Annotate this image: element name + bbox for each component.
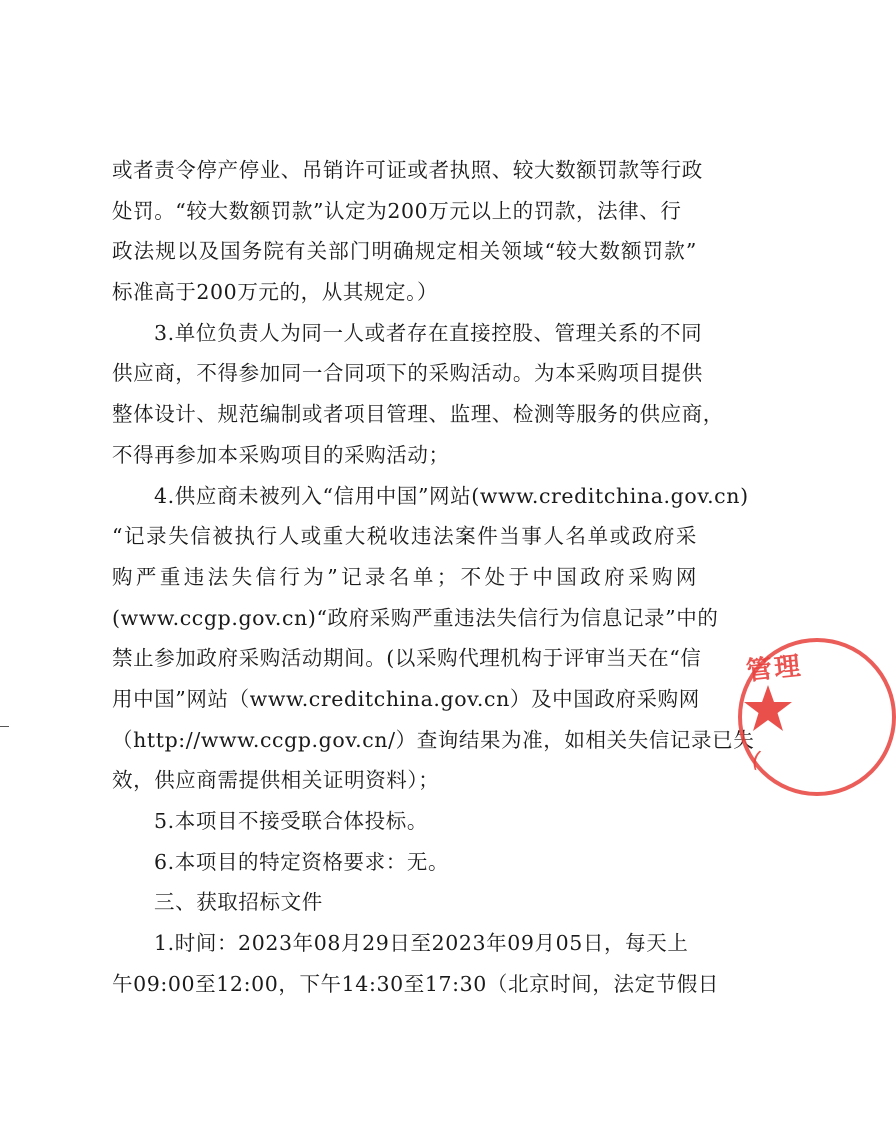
document-body [112, 150, 755, 1004]
paragraph-line: 4.供应商未被列入“信用中国”网站(www.creditchina.gov.cn) [154, 483, 749, 508]
paragraph-line: 政法规以及国务院有关部门明确规定相关领域“较大数额罚款” [112, 239, 697, 264]
paragraph-line: 午09:00至12:00，下午14:30至17:30（北京时间，法定节假日 [112, 971, 720, 996]
star-icon [742, 683, 794, 735]
paragraph-line: 6.本项目的特定资格要求：无。 [154, 849, 450, 874]
paragraph-line: 禁止参加政府采购活动期间。(以采购代理机构于评审当天在“信 [112, 646, 702, 671]
paragraph-line: （http://www.ccgp.gov.cn/）查询结果为准，如相关失信记录已失 [112, 727, 755, 752]
paragraph-line: 效，供应商需提供相关证明资料）； [112, 768, 440, 793]
official-seal [728, 628, 804, 798]
paragraph-line: 整体设计、规范编制或者项目管理、监理、检测等服务的供应商， [112, 402, 724, 427]
seal-text-top: 管理 [744, 651, 804, 687]
paragraph-line: 不得再参加本采购项目的采购活动； [112, 442, 450, 467]
paragraph-line: 5.本项目不接受联合体投标。 [154, 809, 428, 833]
paragraph-line: 1.时间：2023年08月29日至2023年09月05日，每天上 [154, 931, 689, 956]
paragraph-line: 购严重违法失信行为”记录名单；不处于中国政府采购网 [112, 564, 697, 589]
paragraph-line: 标准高于200万元的，从其规定。） [112, 280, 439, 305]
paragraph-line: 处罚。“较大数额罚款”认定为200万元以上的罚款，法律、行 [112, 198, 682, 223]
paragraph-line: 供应商，不得参加同一合同项下的采购活动。为本采购项目提供 [112, 361, 703, 386]
paragraph-line: 或者责令停产停业、吊销许可证或者执照、较大数额罚款等行政 [112, 158, 703, 182]
margin-tick-mark [0, 726, 9, 727]
paragraph-line: 用中国”网站（www.creditchina.gov.cn）及中国政府采购网 [112, 686, 700, 711]
section-heading: 三、获取招标文件 [154, 890, 323, 915]
paragraph-line: (www.ccgp.gov.cn)“政府采购严重违法失信行为信息记录”中的 [112, 605, 719, 630]
seal-text-bottom: ( [749, 747, 764, 774]
paragraph-line: 3.单位负责人为同一人或者存在直接控股、管理关系的不同 [154, 320, 703, 345]
paragraph-line: “记录失信被执行人或重大税收违法案件当事人名单或政府采 [112, 524, 697, 549]
